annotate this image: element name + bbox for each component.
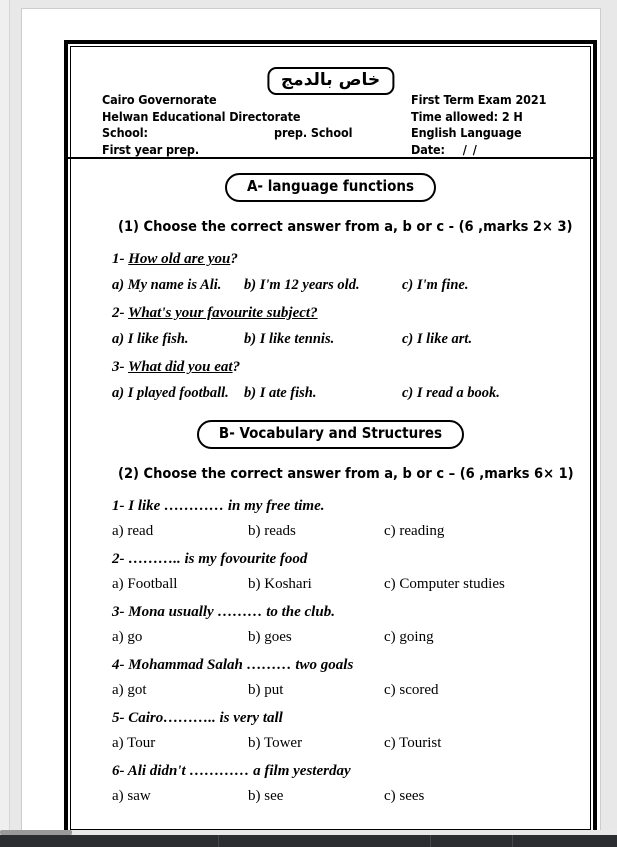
- option-c[interactable]: c) sees: [384, 788, 425, 804]
- taskbar[interactable]: [0, 835, 617, 847]
- header-line-exam-title: [411, 92, 591, 109]
- option-c[interactable]: c) reading: [384, 523, 445, 539]
- option-b[interactable]: b) reads: [248, 523, 296, 539]
- question-stem: [112, 603, 593, 622]
- question-stem-text: Cairo……….. is very tall: [128, 710, 283, 726]
- header-line-time-allowed: [411, 109, 591, 126]
- section-a-instruction: (1) Choose the correct answer from a, b or c - (6 ,marks 2× 3): [118, 219, 573, 235]
- option-b[interactable]: b) see: [248, 788, 284, 804]
- question-stem: [112, 250, 593, 269]
- option-c[interactable]: c) going: [384, 629, 434, 645]
- question-stem: [112, 358, 593, 377]
- header-governorate-text: Cairo Governorate: [102, 92, 217, 107]
- header-exam-title-text: First Term Exam 2021: [411, 92, 547, 107]
- section-a-pill-row: [68, 173, 593, 202]
- exam-header-right-column: [411, 92, 591, 158]
- header-line-date: [411, 142, 591, 159]
- option-b[interactable]: b) Koshari: [248, 576, 312, 592]
- header-line-directorate: [102, 109, 402, 126]
- taskbar-divider-2: [430, 835, 431, 847]
- option-b[interactable]: b) I like tennis.: [244, 331, 335, 347]
- document-page-sheet: [22, 9, 600, 835]
- question-stem-text: Mona usually ……… to the club.: [128, 604, 335, 620]
- option-a[interactable]: a) I like fish.: [112, 331, 189, 347]
- question-options: [112, 786, 593, 806]
- header-year-text: First year prep.: [102, 141, 200, 157]
- question-stem-text: Mohammad Salah ……… two goals: [128, 657, 354, 673]
- question-options: [112, 521, 593, 541]
- header-line-school: [102, 125, 402, 142]
- question-stem-text: ?: [230, 251, 238, 267]
- taskbar-divider-3: [512, 835, 513, 847]
- option-a[interactable]: a) My name is Ali.: [112, 277, 222, 293]
- question-stem-underlined: What did you eat: [127, 359, 233, 375]
- question-stem-text: ……….. is my fovourite food: [128, 551, 308, 567]
- exam-header-band: [68, 44, 593, 159]
- question-stem: [112, 656, 593, 675]
- exam-content: [68, 44, 593, 832]
- exam-paper-frame: [64, 40, 597, 836]
- question-options: [112, 733, 593, 753]
- question-number: 3-: [112, 359, 128, 375]
- question-number: 1-: [112, 498, 129, 514]
- question-stem-text: I like ………… in my free time.: [128, 498, 325, 514]
- arabic-badge: خاص بالدمج: [267, 67, 394, 95]
- header-line-subject: [411, 125, 591, 142]
- question-stem: [112, 550, 593, 569]
- header-school-label: School:: [102, 125, 148, 140]
- header-subject-text: English Language: [411, 125, 522, 140]
- question-stem: [112, 762, 593, 781]
- question-stem-underlined: How old are you: [128, 251, 231, 267]
- option-a[interactable]: a) saw: [112, 788, 151, 804]
- option-b[interactable]: b) goes: [248, 629, 292, 645]
- option-c[interactable]: c) I read a book.: [402, 385, 500, 401]
- question-block: [68, 358, 593, 404]
- question-block: [68, 656, 593, 700]
- option-c[interactable]: c) Tourist: [384, 735, 442, 751]
- section-a: [68, 173, 593, 404]
- question-options: [112, 384, 593, 404]
- option-a[interactable]: a) Tour: [112, 735, 156, 751]
- question-block: [68, 709, 593, 753]
- question-number: 2-: [112, 551, 129, 567]
- option-a[interactable]: a) Football: [112, 576, 178, 592]
- header-date-value: / /: [462, 141, 478, 157]
- exam-header-left-column: [102, 92, 402, 158]
- section-b: [68, 420, 593, 806]
- question-options: [112, 330, 593, 350]
- question-stem-text: ?: [232, 359, 241, 375]
- question-options: [112, 574, 593, 594]
- header-school-value: prep. School: [274, 125, 353, 140]
- option-a[interactable]: a) got: [112, 682, 147, 698]
- option-c[interactable]: c) I like art.: [402, 331, 473, 347]
- option-b[interactable]: b) put: [248, 682, 284, 698]
- section-b-pill-row: [68, 420, 593, 449]
- question-stem: [112, 304, 593, 323]
- header-date-label: Date:: [411, 141, 445, 157]
- question-stem: [112, 497, 593, 516]
- option-a[interactable]: a) go: [112, 629, 143, 645]
- question-number: 4-: [112, 657, 129, 673]
- option-b[interactable]: b) I ate fish.: [244, 385, 317, 401]
- question-number: 5-: [112, 710, 129, 726]
- option-c[interactable]: c) scored: [384, 682, 439, 698]
- viewer-left-gutter: [0, 0, 10, 835]
- header-directorate-text: Helwan Educational Directorate: [102, 108, 301, 124]
- exam-sections: [68, 173, 593, 806]
- option-b[interactable]: b) Tower: [248, 735, 303, 751]
- question-number: 3-: [112, 604, 129, 620]
- option-c[interactable]: c) I'm fine.: [402, 277, 469, 293]
- option-c[interactable]: c) Computer studies: [384, 576, 505, 592]
- question-block: [68, 550, 593, 594]
- section-a-title-pill: A- language functions: [225, 173, 436, 202]
- question-stem: [112, 709, 593, 728]
- question-number: 6-: [112, 763, 128, 779]
- question-block: [68, 497, 593, 541]
- question-options: [112, 627, 593, 647]
- header-time-allowed-text: Time allowed: 2 H: [411, 108, 523, 124]
- question-stem-text: Ali didn't ………… a film yesterday: [127, 763, 351, 779]
- question-options: [112, 680, 593, 700]
- option-a[interactable]: a) read: [112, 523, 154, 539]
- question-block: [68, 250, 593, 296]
- header-line-year: [102, 142, 402, 159]
- taskbar-divider-1: [218, 835, 219, 847]
- question-block: [68, 304, 593, 350]
- question-stem-underlined: What's your favourite subject?: [127, 305, 318, 321]
- header-line-governorate: [102, 92, 402, 109]
- option-a[interactable]: a) I played football.: [112, 385, 229, 401]
- section-b-instruction: (2) Choose the correct answer from a, b or c – (6 ,marks 6× 1): [118, 466, 574, 482]
- question-number: 1-: [112, 251, 129, 267]
- question-block: [68, 603, 593, 647]
- question-number: 2-: [112, 305, 128, 321]
- question-block: [68, 762, 593, 806]
- section-b-title-pill: B- Vocabulary and Structures: [197, 420, 464, 449]
- option-b[interactable]: b) I'm 12 years old.: [244, 277, 360, 293]
- question-options: [112, 276, 593, 296]
